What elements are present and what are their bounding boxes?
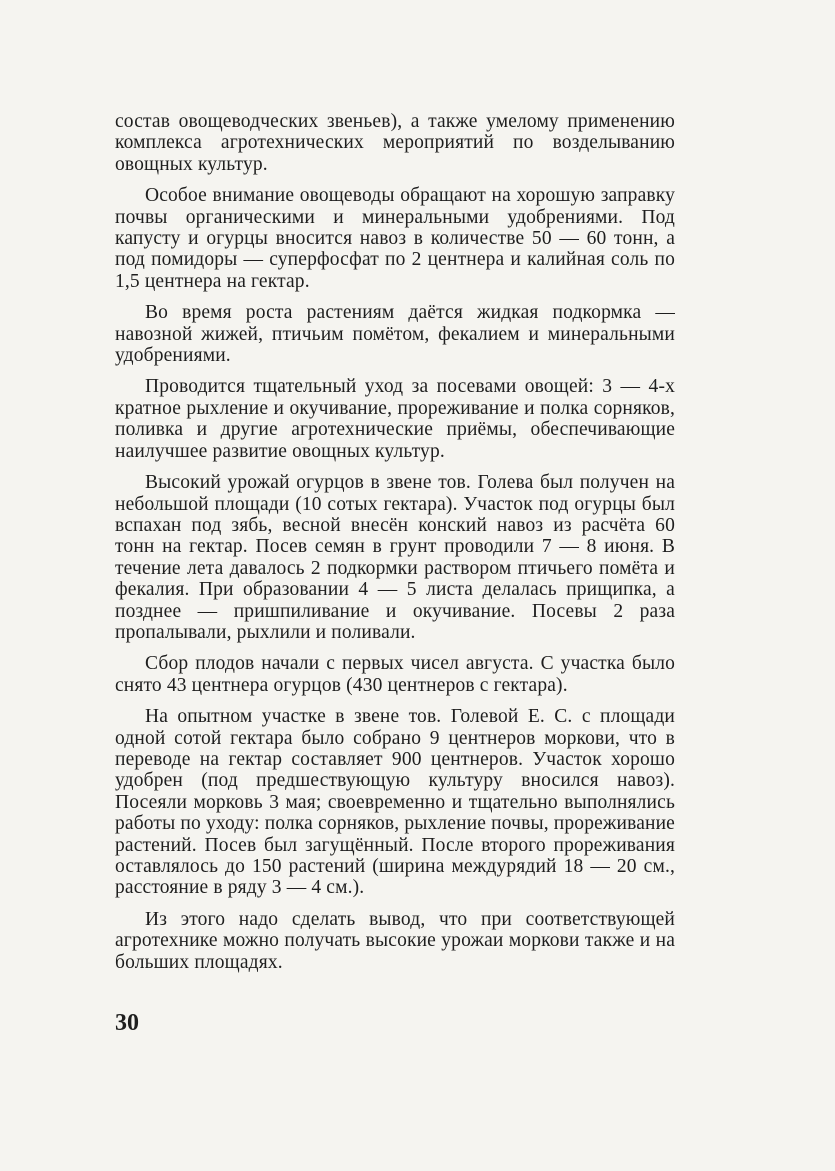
- paragraph-8: Из этого надо сделать вывод, что при соответствующей агротехнике можно получать высокие урожаи моркови также и на больших площадях.: [115, 908, 675, 973]
- paragraph-2: Особое внимание овощеводы обращают на хорошую заправку почвы органическими и минеральными удобрениями. Под капусту и огурцы вносится навоз в количестве 50 — 60 тонн, а под помидоры — суперфосфат по 2 центнера и калийная соль по 1,5 центнера на гектар.: [115, 185, 675, 292]
- paragraph-7: На опытном участке в звене тов. Голевой Е. С. с площади одной сотой гектара было собрано 9 центнеров моркови, что в переводе на гектар составляет 900 центнеров. Участок хорошо удобрен (под предшествующую культуру вносился навоз). Посеяли морковь 3 мая; своевременно и тщательно выполнялись работы по уходу: полка сорняков, рыхление почвы, прореживание растений. Посев был загущённый. После второго прореживания оставлялось до 150 растений (ширина междурядий 18 — 20 см., расстояние в ряду 3 — 4 см.).: [115, 706, 675, 899]
- body-text: [115, 111, 675, 983]
- paragraph-4: Проводится тщательный уход за посевами овощей: 3 — 4-х кратное рыхление и окучивание, прореживание и полка сорняков, поливка и другие агротехнические приёмы, обеспечивающие наилучшее развитие овощных культур.: [115, 376, 675, 462]
- paragraph-6: Сбор плодов начали с первых чисел августа. С участка было снято 43 центнера огурцов (430 центнеров с гектара).: [115, 653, 675, 696]
- page-number: 30: [115, 1010, 139, 1036]
- paragraph-1: состав овощеводческих звеньев), а также умелому применению комплекса агротехнических мероприятий по возделыванию овощных культур.: [115, 111, 675, 175]
- paragraph-5: Высокий урожай огурцов в звене тов. Голева был получен на небольшой площади (10 сотых гектара). Участок под огурцы был вспахан под зябь, весной внесён конский навоз из расчёта 60 тонн на гектар. Посев семян в грунт проводили 7 — 8 июня. В течение лета давалось 2 подкормки раствором птичьего помёта и фекалия. При образовании 4 — 5 листа делалась прищипка, а позднее — пришпиливание и окучивание. Посевы 2 раза пропалывали, рыхлили и поливали.: [115, 472, 675, 643]
- paragraph-3: Во время роста растениям даётся жидкая подкормка — навозной жижей, птичьим помётом, фекалием и минеральными удобрениями.: [115, 302, 675, 367]
